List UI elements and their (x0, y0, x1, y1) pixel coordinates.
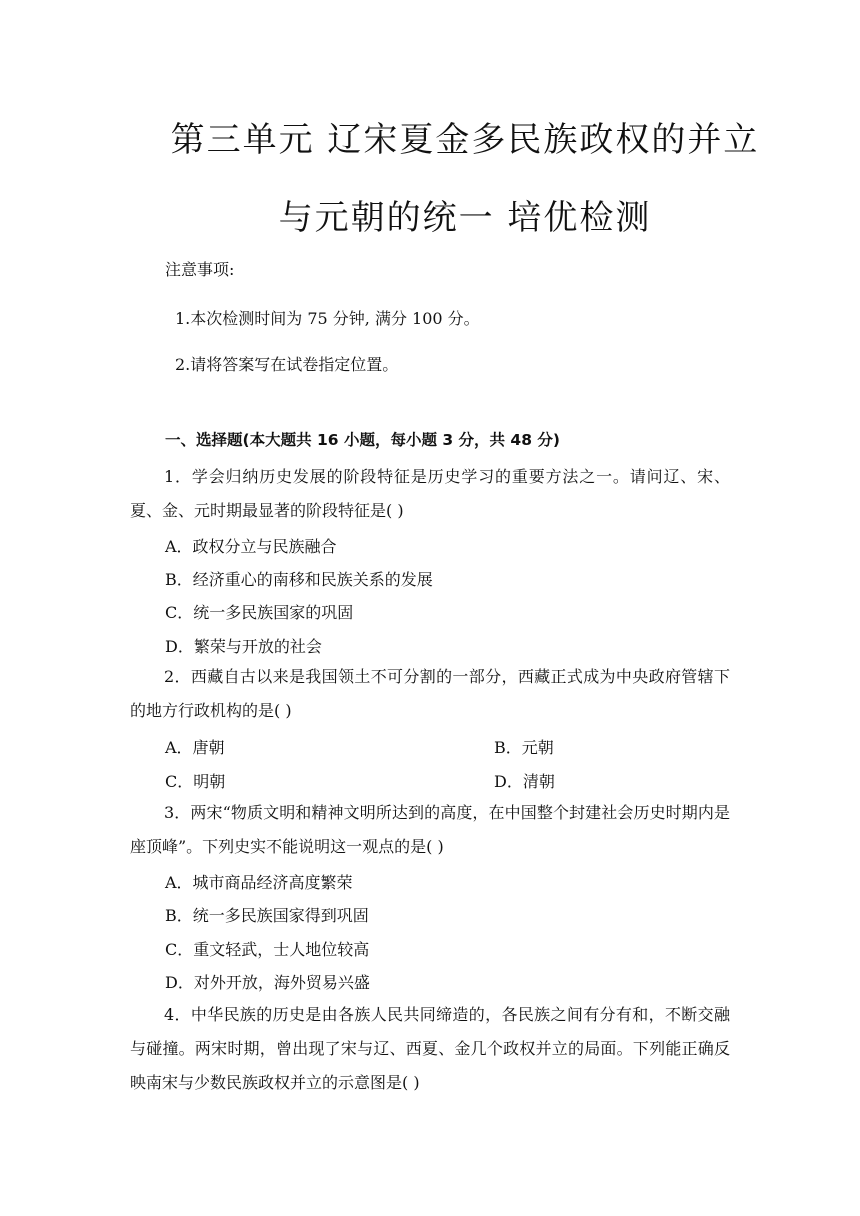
question-3-stem: 3．两宋“物质文明和精神文明所达到的高度，在中国整个封建社会历史时期内是座顶峰”。下列史实不能说明这一观点的是( ) (130, 803, 730, 856)
page-title-line-2: 与元朝的统一 培优检测 (278, 198, 652, 238)
question-1-stem: 1．学会归纳历史发展的阶段特征是历史学习的重要方法之一。请问辽、宋、夏、金、元时期最显著的阶段特征是( ) (130, 467, 730, 520)
question-3-option-b: B．统一多民族国家得到巩固 (165, 906, 369, 925)
notice-item: 2.请将答案写在试卷指定位置。 (175, 355, 399, 374)
question-3-option-c: C．重文轻武，士人地位较高 (165, 940, 370, 959)
question-1-option-a: A．政权分立与民族融合 (165, 537, 337, 556)
question-1-option-d: D．繁荣与开放的社会 (165, 637, 322, 656)
page-title-line-1: 第三单元 辽宋夏金多民族政权的并立 (170, 120, 760, 160)
notice-item: 1.本次检测时间为 75 分钟, 满分 100 分。 (175, 309, 480, 328)
question-3-option-a: A．城市商品经济高度繁荣 (165, 873, 353, 892)
question-2-option-b: B．元朝 (494, 738, 554, 757)
question-3-option-d: D．对外开放，海外贸易兴盛 (165, 973, 370, 992)
section-heading: 一、选择题(本大题共 16 小题，每小题 3 分，共 48 分) (165, 431, 560, 449)
question-2-option-a: A．唐朝 (165, 738, 225, 757)
question-2-stem: 2．西藏自古以来是我国领土不可分割的一部分，西藏正式成为中央政府管辖下的地方行政机构的是( ) (130, 667, 730, 720)
question-1-option-b: B．经济重心的南移和民族关系的发展 (165, 570, 433, 589)
notice-heading: 注意事项: (165, 260, 235, 279)
question-4-stem: 4．中华民族的历史是由各族人民共同缔造的，各民族之间有分有和，不断交融与碰撞。两宋时期，曾出现了宋与辽、西夏、金几个政权并立的局面。下列能正确反映南宋与少数民族政权并立的示意图是( ) (130, 1005, 730, 1092)
question-2-option-c: C．明朝 (165, 772, 226, 791)
question-2-option-d: D．清朝 (494, 772, 555, 791)
question-1-option-c: C．统一多民族国家的巩固 (165, 603, 354, 622)
